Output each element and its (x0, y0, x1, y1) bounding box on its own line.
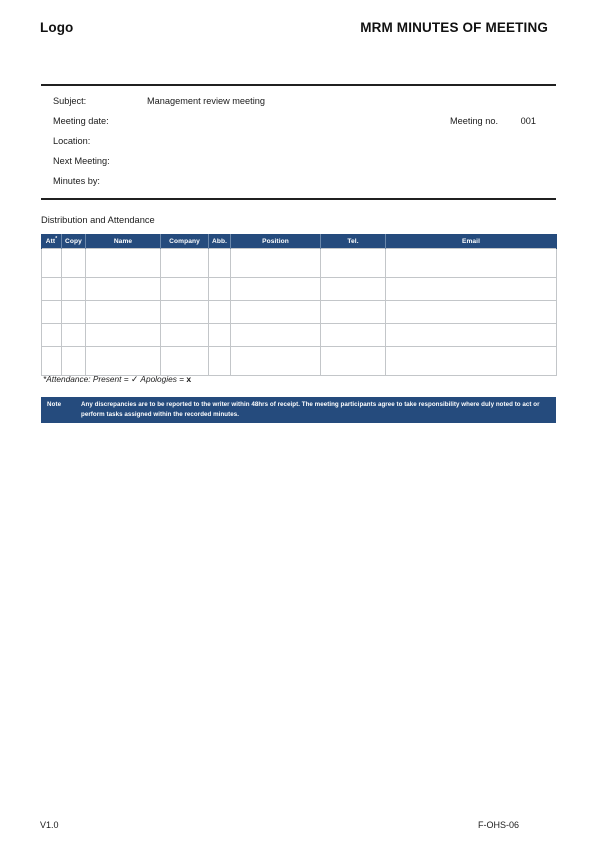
column-header-email[interactable]: Email (386, 234, 557, 249)
cell-copy[interactable] (62, 249, 86, 278)
meta-row-subject (41, 91, 556, 111)
cell-name[interactable] (86, 301, 161, 324)
cell-position[interactable] (231, 301, 321, 324)
meeting-no-label: Meeting no. (449, 116, 498, 126)
cell-company[interactable] (161, 249, 209, 278)
page-header (40, 20, 548, 35)
note-text: Any discrepancies are to be reported to the writer within 48hrs of receipt. The meeting participants agree to take responsibility where duly noted to act or perform tasks assigned within the recorded minutes. (81, 401, 540, 418)
document-version: V1.0 (40, 820, 59, 830)
attendance-table-container (41, 234, 556, 376)
meeting-no-value[interactable]: 001 (520, 116, 536, 126)
note-banner (41, 397, 556, 423)
cell-company[interactable] (161, 324, 209, 347)
cell-name[interactable] (86, 249, 161, 278)
table-row (42, 324, 557, 347)
cell-copy[interactable] (62, 347, 86, 376)
cell-name[interactable] (86, 278, 161, 301)
attendance-key-prefix: *Attendance: Present = (43, 374, 131, 384)
cell-abb[interactable] (209, 301, 231, 324)
column-header-att[interactable] (42, 234, 62, 249)
cell-company[interactable] (161, 301, 209, 324)
attendance-section-heading: Distribution and Attendance (41, 215, 155, 225)
meta-row-location (41, 131, 556, 151)
column-header-copy[interactable]: Copy (62, 234, 86, 249)
cell-name[interactable] (86, 324, 161, 347)
meta-row-next-meeting (41, 151, 556, 171)
cell-att[interactable] (42, 278, 62, 301)
location-label: Location: (53, 136, 91, 146)
meta-row-meeting-date (41, 111, 556, 131)
cell-tel[interactable] (321, 347, 386, 376)
meeting-date-label: Meeting date: (53, 116, 109, 126)
cell-company[interactable] (161, 278, 209, 301)
cell-abb[interactable] (209, 324, 231, 347)
table-row (42, 301, 557, 324)
column-header-position[interactable]: Position (231, 234, 321, 249)
cell-name[interactable] (86, 347, 161, 376)
table-row (42, 249, 557, 278)
cell-att[interactable] (42, 347, 62, 376)
cell-abb[interactable] (209, 278, 231, 301)
cell-position[interactable] (231, 347, 321, 376)
cell-email[interactable] (386, 347, 557, 376)
cell-email[interactable] (386, 249, 557, 278)
attendance-table (41, 234, 557, 376)
subject-value[interactable]: Management review meeting (147, 96, 265, 106)
cell-position[interactable] (231, 278, 321, 301)
cell-tel[interactable] (321, 249, 386, 278)
cell-company[interactable] (161, 347, 209, 376)
attendance-key-middle: Apologies = (138, 374, 187, 384)
cell-copy[interactable] (62, 301, 86, 324)
cross-icon: x (186, 374, 192, 384)
cell-abb[interactable] (209, 347, 231, 376)
column-header-tel[interactable]: Tel. (321, 234, 386, 249)
cell-tel[interactable] (321, 278, 386, 301)
column-header-company[interactable]: Company (161, 234, 209, 249)
document-code: F-OHS-06 (477, 820, 519, 830)
page-footer (40, 820, 519, 830)
cell-email[interactable] (386, 278, 557, 301)
meeting-meta-block (41, 84, 556, 200)
cell-position[interactable] (231, 249, 321, 278)
cell-copy[interactable] (62, 324, 86, 347)
cell-att[interactable] (42, 301, 62, 324)
cell-att[interactable] (42, 324, 62, 347)
cell-position[interactable] (231, 324, 321, 347)
cell-tel[interactable] (321, 301, 386, 324)
attendance-table-header-row (42, 234, 557, 249)
column-header-att-label: Att (45, 237, 56, 245)
note-label: Note (47, 400, 62, 408)
att-footnote-marker: * (55, 235, 58, 242)
next-meeting-label: Next Meeting: (53, 156, 110, 166)
check-icon: ✓ (130, 374, 139, 384)
table-row (42, 347, 557, 376)
cell-copy[interactable] (62, 278, 86, 301)
cell-email[interactable] (386, 324, 557, 347)
document-title: MRM MINUTES OF MEETING (360, 20, 548, 35)
cell-abb[interactable] (209, 249, 231, 278)
logo-placeholder: Logo (40, 20, 74, 35)
minutes-by-label: Minutes by: (53, 176, 100, 186)
attendance-key-note (43, 374, 191, 385)
meta-row-minutes-by (41, 171, 556, 191)
column-header-abb[interactable]: Abb. (209, 234, 231, 249)
cell-email[interactable] (386, 301, 557, 324)
cell-att[interactable] (42, 249, 62, 278)
table-row (42, 278, 557, 301)
cell-tel[interactable] (321, 324, 386, 347)
column-header-name[interactable]: Name (86, 234, 161, 249)
subject-label: Subject: (53, 96, 87, 106)
